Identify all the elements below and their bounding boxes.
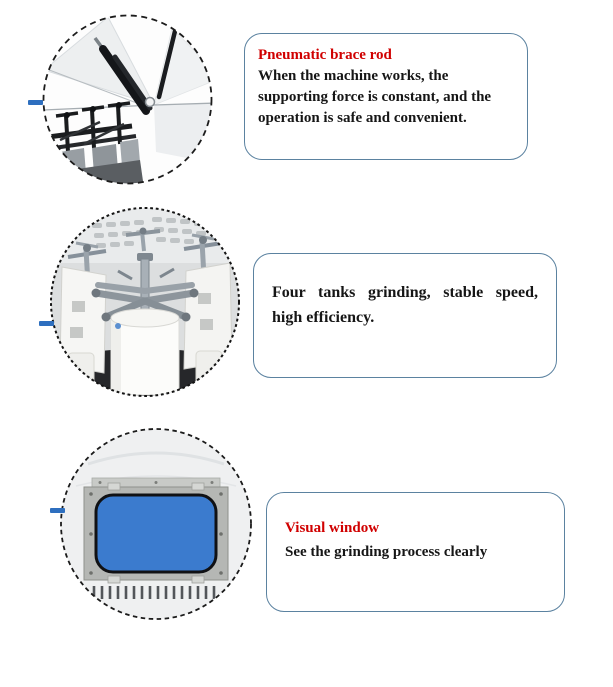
four-grinding-tanks-illustration	[48, 205, 242, 399]
blue-tick-icon	[50, 508, 65, 513]
callout-text-line: supporting force is constant, and the	[258, 89, 492, 105]
callout-text-line: Four tanks grinding, stable speed,	[272, 284, 538, 301]
front-grinding-tank	[111, 309, 179, 395]
visual-window-illustration	[58, 426, 254, 622]
four-grinding-tanks-photo	[48, 205, 242, 399]
callout-pneumatic-brace-rod	[244, 33, 528, 160]
callout-title: Pneumatic brace rod	[258, 47, 392, 63]
callout-visual-window	[266, 492, 565, 612]
pneumatic-brace-rod-photo	[40, 12, 215, 187]
blue-tick-icon	[28, 100, 43, 105]
callout-text-line: operation is safe and convenient.	[258, 110, 467, 126]
visual-window-photo	[58, 426, 254, 622]
visual-window-glass	[96, 495, 216, 572]
callout-title: Visual window	[285, 520, 380, 536]
callout-four-tanks	[253, 253, 557, 378]
callout-text-line: high efficiency.	[272, 309, 375, 326]
blue-tick-icon	[39, 321, 54, 326]
callout-text-line: When the machine works, the	[258, 68, 449, 84]
callout-text-line: See the grinding process clearly	[285, 544, 488, 560]
hinge	[146, 98, 155, 107]
pneumatic-brace-rod-illustration	[40, 12, 215, 187]
